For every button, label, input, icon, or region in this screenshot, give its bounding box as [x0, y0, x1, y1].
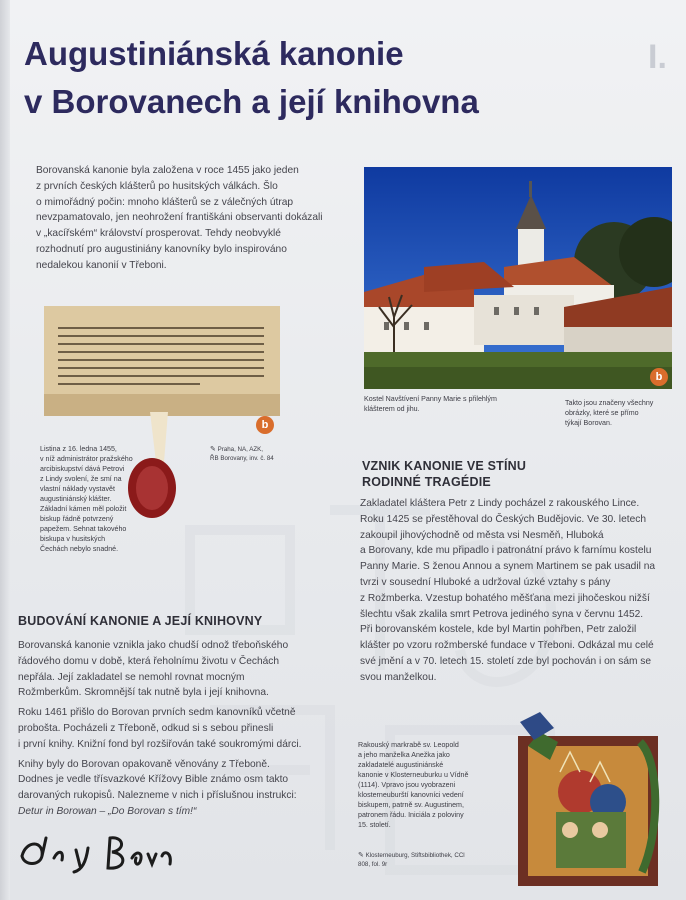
source-line: ŘB Borovany, inv. č. 84 [210, 454, 274, 462]
text-line: Při borovanském kostele, kde byl Martin pohřben, Petr založil [360, 624, 637, 636]
caption-line: klosterneuburští kanovníci vedení [358, 791, 464, 799]
caption-line: Čechách nebylo snadné. [40, 545, 119, 553]
church-photo [364, 167, 672, 389]
text-line: nepřála. Její zakladatel se nemohl rovnat mocným [18, 671, 245, 683]
intro-line: v „kacířském“ království prosperovat. Tehdy neobvyklé [36, 228, 281, 240]
text-line: Roku 1425 se přestěhoval do Českých Budějovic. Ve 30. letech [360, 513, 646, 525]
caption-line: zakladatelé augustiniánské [358, 761, 444, 769]
caption-line: Základní kámen měl položit [40, 505, 127, 513]
source-text: Praha, NA, AZK, [217, 446, 264, 453]
intro-line: rozhodnutí pro augustiniány kanovníky bylo inspirováno [36, 243, 287, 255]
intro-paragraph [36, 163, 326, 274]
caption-line: Takto jsou značeny všechny [565, 399, 654, 407]
text-line: Dodnes je vedle třísvazkové Křížovy Bible známo osm takto [18, 774, 289, 786]
caption-line: Kostel Navštívení Panny Marie s přilehlým [364, 395, 497, 403]
caption-line: obrázky, které se přímo [565, 409, 639, 417]
section-heading-building: BUDOVÁNÍ KANONIE A JEJÍ KNIHOVNY [18, 614, 263, 628]
intro-line: Borovanská kanonie byla založena v roce 1455 jako jeden [36, 165, 299, 176]
text-line: své jmění a v 70. letech 15. století zde byl pochován i on sám se [360, 655, 652, 667]
caption-line: týkají Borovan. [565, 419, 612, 427]
text-line: z Rožmberka. Vzestup bohatého měšťana mezi jihočeskou nižší [360, 592, 650, 604]
title-line-1: Augustiniánská kanonie [24, 35, 404, 72]
signature-image [14, 826, 184, 876]
caption-line: vlastní náklady vystavět [40, 485, 115, 493]
church-caption [364, 394, 544, 414]
text-line: Knihy byly do Borovan opakovaně věnovány z Třeboně. [18, 758, 270, 770]
text-line: i první knihy. Knižní fond byl rozšiřován také soukromými dárci. [18, 738, 302, 750]
heading-line: RODINNÉ TRAGÉDIE [362, 475, 491, 489]
text-line: Borovanská kanonie vznikla jako chudší odnož třeboňského [18, 640, 289, 651]
text-line: klášter po vzoru rožmberské fundace v Třeboni. Odkázal mu celé [360, 640, 654, 652]
section-text-building [18, 638, 344, 820]
intro-line: nevzpamatovalo, jen neohrožení františkáni observanti dokázali [36, 212, 323, 224]
caption-line: v níž administrátor pražského [40, 455, 133, 463]
text-line: a Borovany, kde mu připadlo i patronátní právo k farnímu kostelu [360, 545, 652, 557]
title-line-2: v Borovanech a její knihovna [24, 83, 479, 120]
source-icon: ✎ [210, 446, 216, 453]
chapter-number: I. [648, 38, 667, 76]
caption-line: z Lindy svolení, že smí na [40, 475, 122, 483]
intro-line: o mimořádný počin: mnoho klášterů se z válečných útrap [36, 196, 294, 208]
illumination-caption [358, 740, 508, 830]
caption-line: papežem. Sehnat takového [40, 525, 127, 533]
text-line: Roku 1461 přišlo do Borovan prvních sedm kanovníků včetně [18, 707, 296, 719]
caption-line: (1114). Vpravo jsou vyobrazeni [358, 781, 456, 789]
text-line: zakoupil jihovýchodně od města vsi Nesměň, Hluboká [360, 529, 604, 541]
text-line: Rožmberkům. Skromnější tak nutně byla i její knihovna. [18, 687, 269, 699]
text-line: probošta. Pocházeli z Třeboně, odkud si s sebou přinesli [18, 722, 274, 734]
source-icon: ✎ [358, 852, 364, 859]
text-line: Panny Marie. S ženou Annou a synem Martinem se pak usadil na [360, 561, 656, 573]
caption-line: augustiniánský klášter. [40, 495, 112, 503]
source-line: 808, fol. 9r [358, 860, 388, 868]
caption-line: kanonie v Klosterneuburku u Vídně [358, 771, 469, 779]
caption-line: a jeho manželka Anežka jako [358, 751, 450, 759]
caption-line: biskupem, patrně sv. Augustinem, [358, 801, 464, 809]
panel-frame-edge [0, 0, 10, 900]
heading-line: VZNIK KANONIE VE STÍNU [362, 459, 527, 473]
intro-line: nedalekou kanonií v Třeboni. [36, 259, 167, 271]
illuminated-initial-image [510, 712, 666, 890]
illumination-source [358, 852, 508, 869]
charter-caption [40, 444, 150, 554]
text-line-italic: Detur in Borowan – „Do Borovan s tím!“ [18, 805, 197, 817]
page-title [24, 30, 584, 126]
caption-line: biskupa v husitských [40, 535, 106, 543]
marker-note [565, 398, 675, 428]
section-text-founding [360, 496, 678, 686]
caption-line: Listina z 16. ledna 1455, [40, 445, 117, 453]
intro-line: z prvních českých klášterů po husitských válkách. Šlo [36, 180, 278, 192]
charter-source [210, 446, 300, 463]
caption-line: biskup řádně potvrzený [40, 515, 114, 523]
text-line: tvrzi v sousední Hluboké a udržoval úzké vztahy s pány [360, 576, 611, 588]
caption-line: patronem řádu. Iniciála z poloviny [358, 811, 464, 819]
text-line: řádového domu v době, která řeholnímu životu v Čechách [18, 655, 280, 667]
source-line [210, 446, 300, 455]
text-line: darovaných rukopisů. Nalezneme v nich i příslušnou instrukci: [18, 790, 297, 802]
caption-line: klášterem od jihu. [364, 405, 420, 413]
caption-line: Rakouský markrabě sv. Leopold [358, 741, 459, 749]
source-line [358, 852, 508, 861]
section-heading-founding [362, 458, 662, 490]
source-text: Klosterneuburg, Stiftsbibliothek, CCl [365, 852, 465, 859]
text-line: šlechtu však zkalila smrt Petrova jediného syna v červnu 1452. [360, 608, 644, 620]
borovany-marker-icon-2: b [256, 416, 274, 434]
text-line: svou manželkou. [360, 671, 437, 683]
caption-line: arcibiskupství dává Petrovi [40, 465, 125, 473]
text-line: Zakladatel kláštera Petr z Lindy pocházel z rakouského Lince. [360, 498, 640, 509]
caption-line: 15. století. [358, 821, 391, 829]
borovany-marker-icon: b [650, 368, 668, 386]
